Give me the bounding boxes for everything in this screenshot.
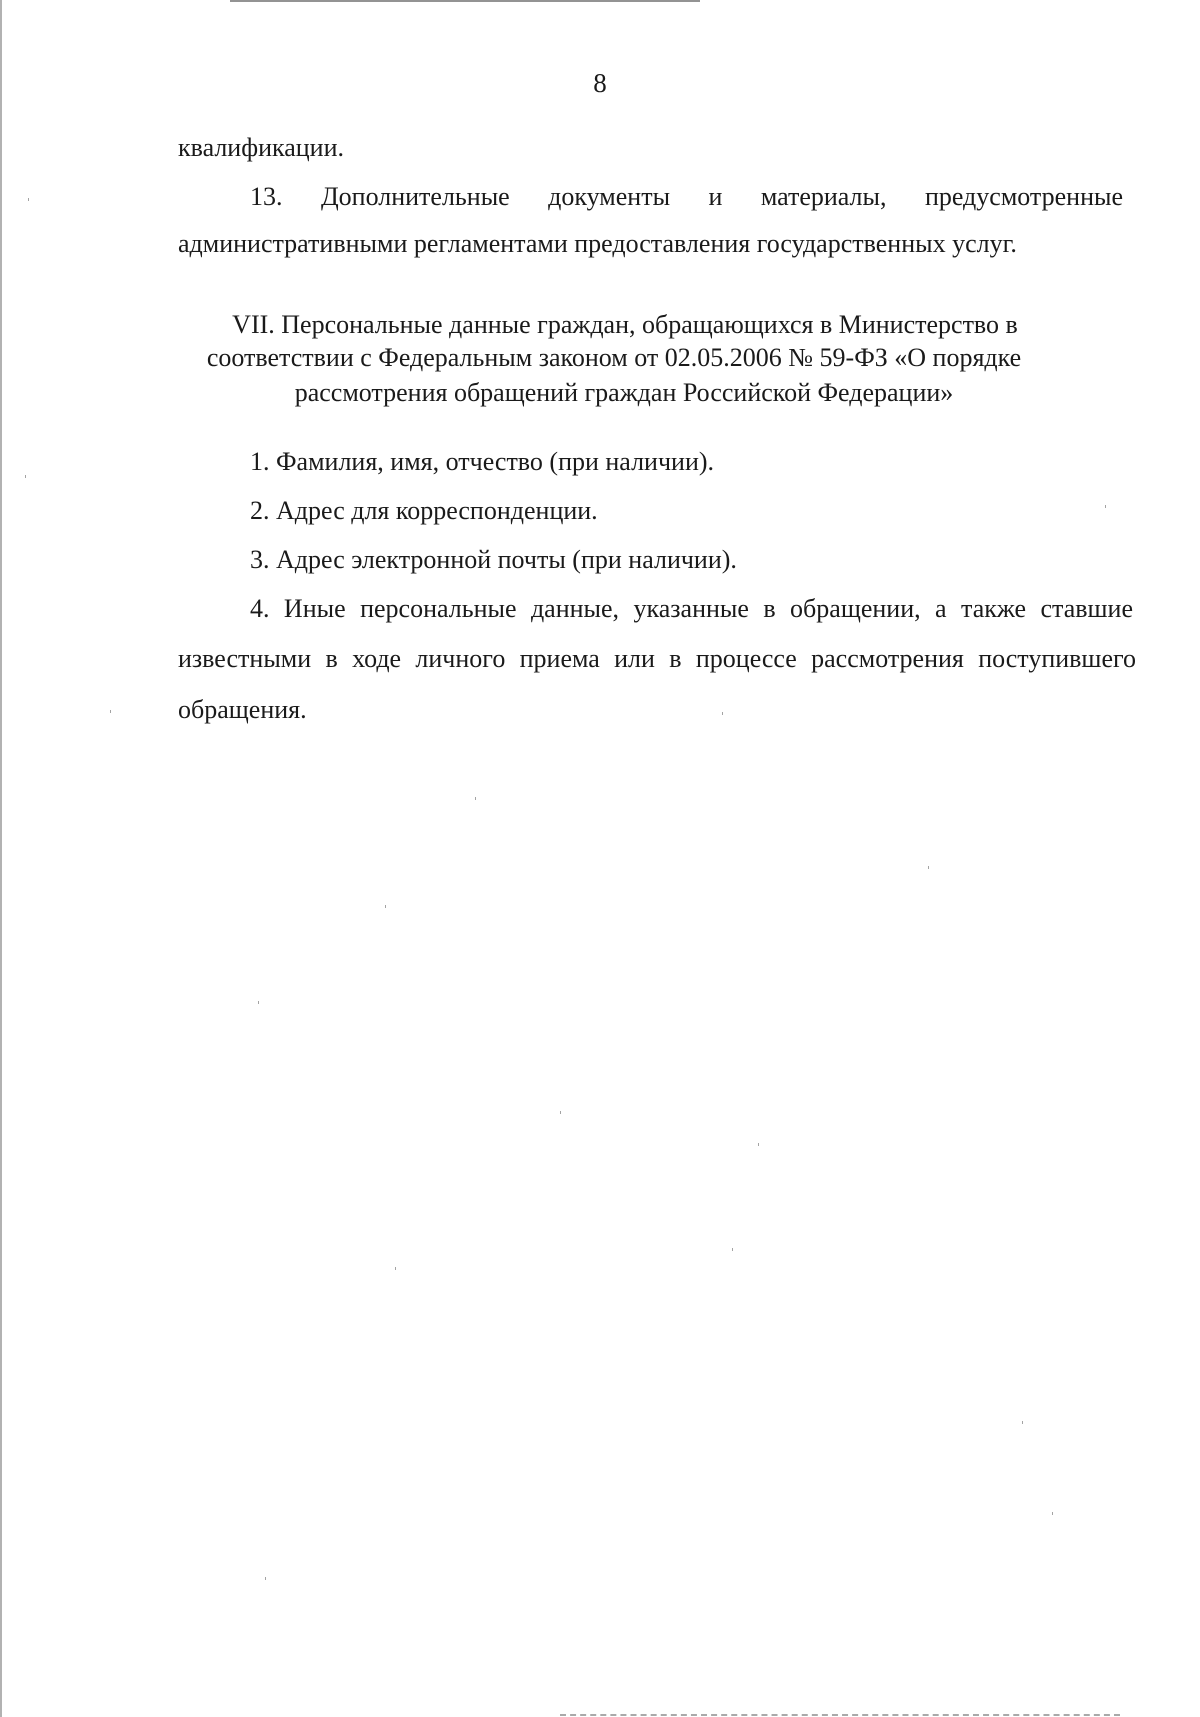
scan-speck	[385, 905, 386, 908]
scan-speck	[758, 1143, 759, 1146]
scan-edge-bottom	[560, 1714, 1120, 1716]
scan-speck	[732, 1248, 733, 1251]
list-item-1: 1. Фамилия, имя, отчество (при наличии).	[250, 447, 715, 476]
scan-edge-left	[0, 0, 2, 1717]
scan-speck	[928, 866, 929, 869]
section-heading-line-2: соответствии с Федеральным законом от 02.05.2006 № 59-ФЗ «О порядке	[206, 343, 1022, 372]
scan-speck	[1052, 1512, 1053, 1515]
scan-speck	[25, 475, 26, 478]
list-item-2: 2. Адрес для корреспонденции.	[250, 496, 598, 525]
scan-speck	[722, 712, 723, 715]
scan-speck	[1105, 505, 1106, 508]
scan-speck	[265, 1577, 266, 1580]
list-item-4-line-2: известными в ходе личного приема или в процессе рассмотрения поступившего	[178, 644, 1136, 673]
section-heading-line-3: рассмотрения обращений граждан Российской Федерации»	[294, 378, 954, 407]
scan-speck	[1022, 1421, 1023, 1424]
page-number: 8	[593, 68, 607, 98]
scan-speck	[560, 1111, 561, 1114]
scan-speck	[395, 1267, 396, 1270]
scan-edge-top	[230, 0, 700, 4]
item-13-line-2: административными регламентами предоставления государственных услуг.	[178, 229, 1017, 258]
item-13-line-1: 13. Дополнительные документы и материалы, предусмотренные	[250, 182, 1123, 211]
list-item-3: 3. Адрес электронной почты (при наличии).	[250, 545, 737, 574]
list-item-4-line-3: обращения.	[178, 695, 307, 724]
carry-over-text: квалификации.	[178, 133, 345, 162]
scan-speck	[28, 198, 29, 201]
scan-speck	[258, 1001, 259, 1004]
list-item-4-line-1: 4. Иные персональные данные, указанные в обращении, а также ставшие	[250, 594, 1133, 623]
scan-speck	[475, 797, 476, 800]
scan-speck	[110, 710, 111, 713]
section-heading-line-1: VII. Персональные данные граждан, обращающихся в Министерство в	[232, 310, 1018, 339]
